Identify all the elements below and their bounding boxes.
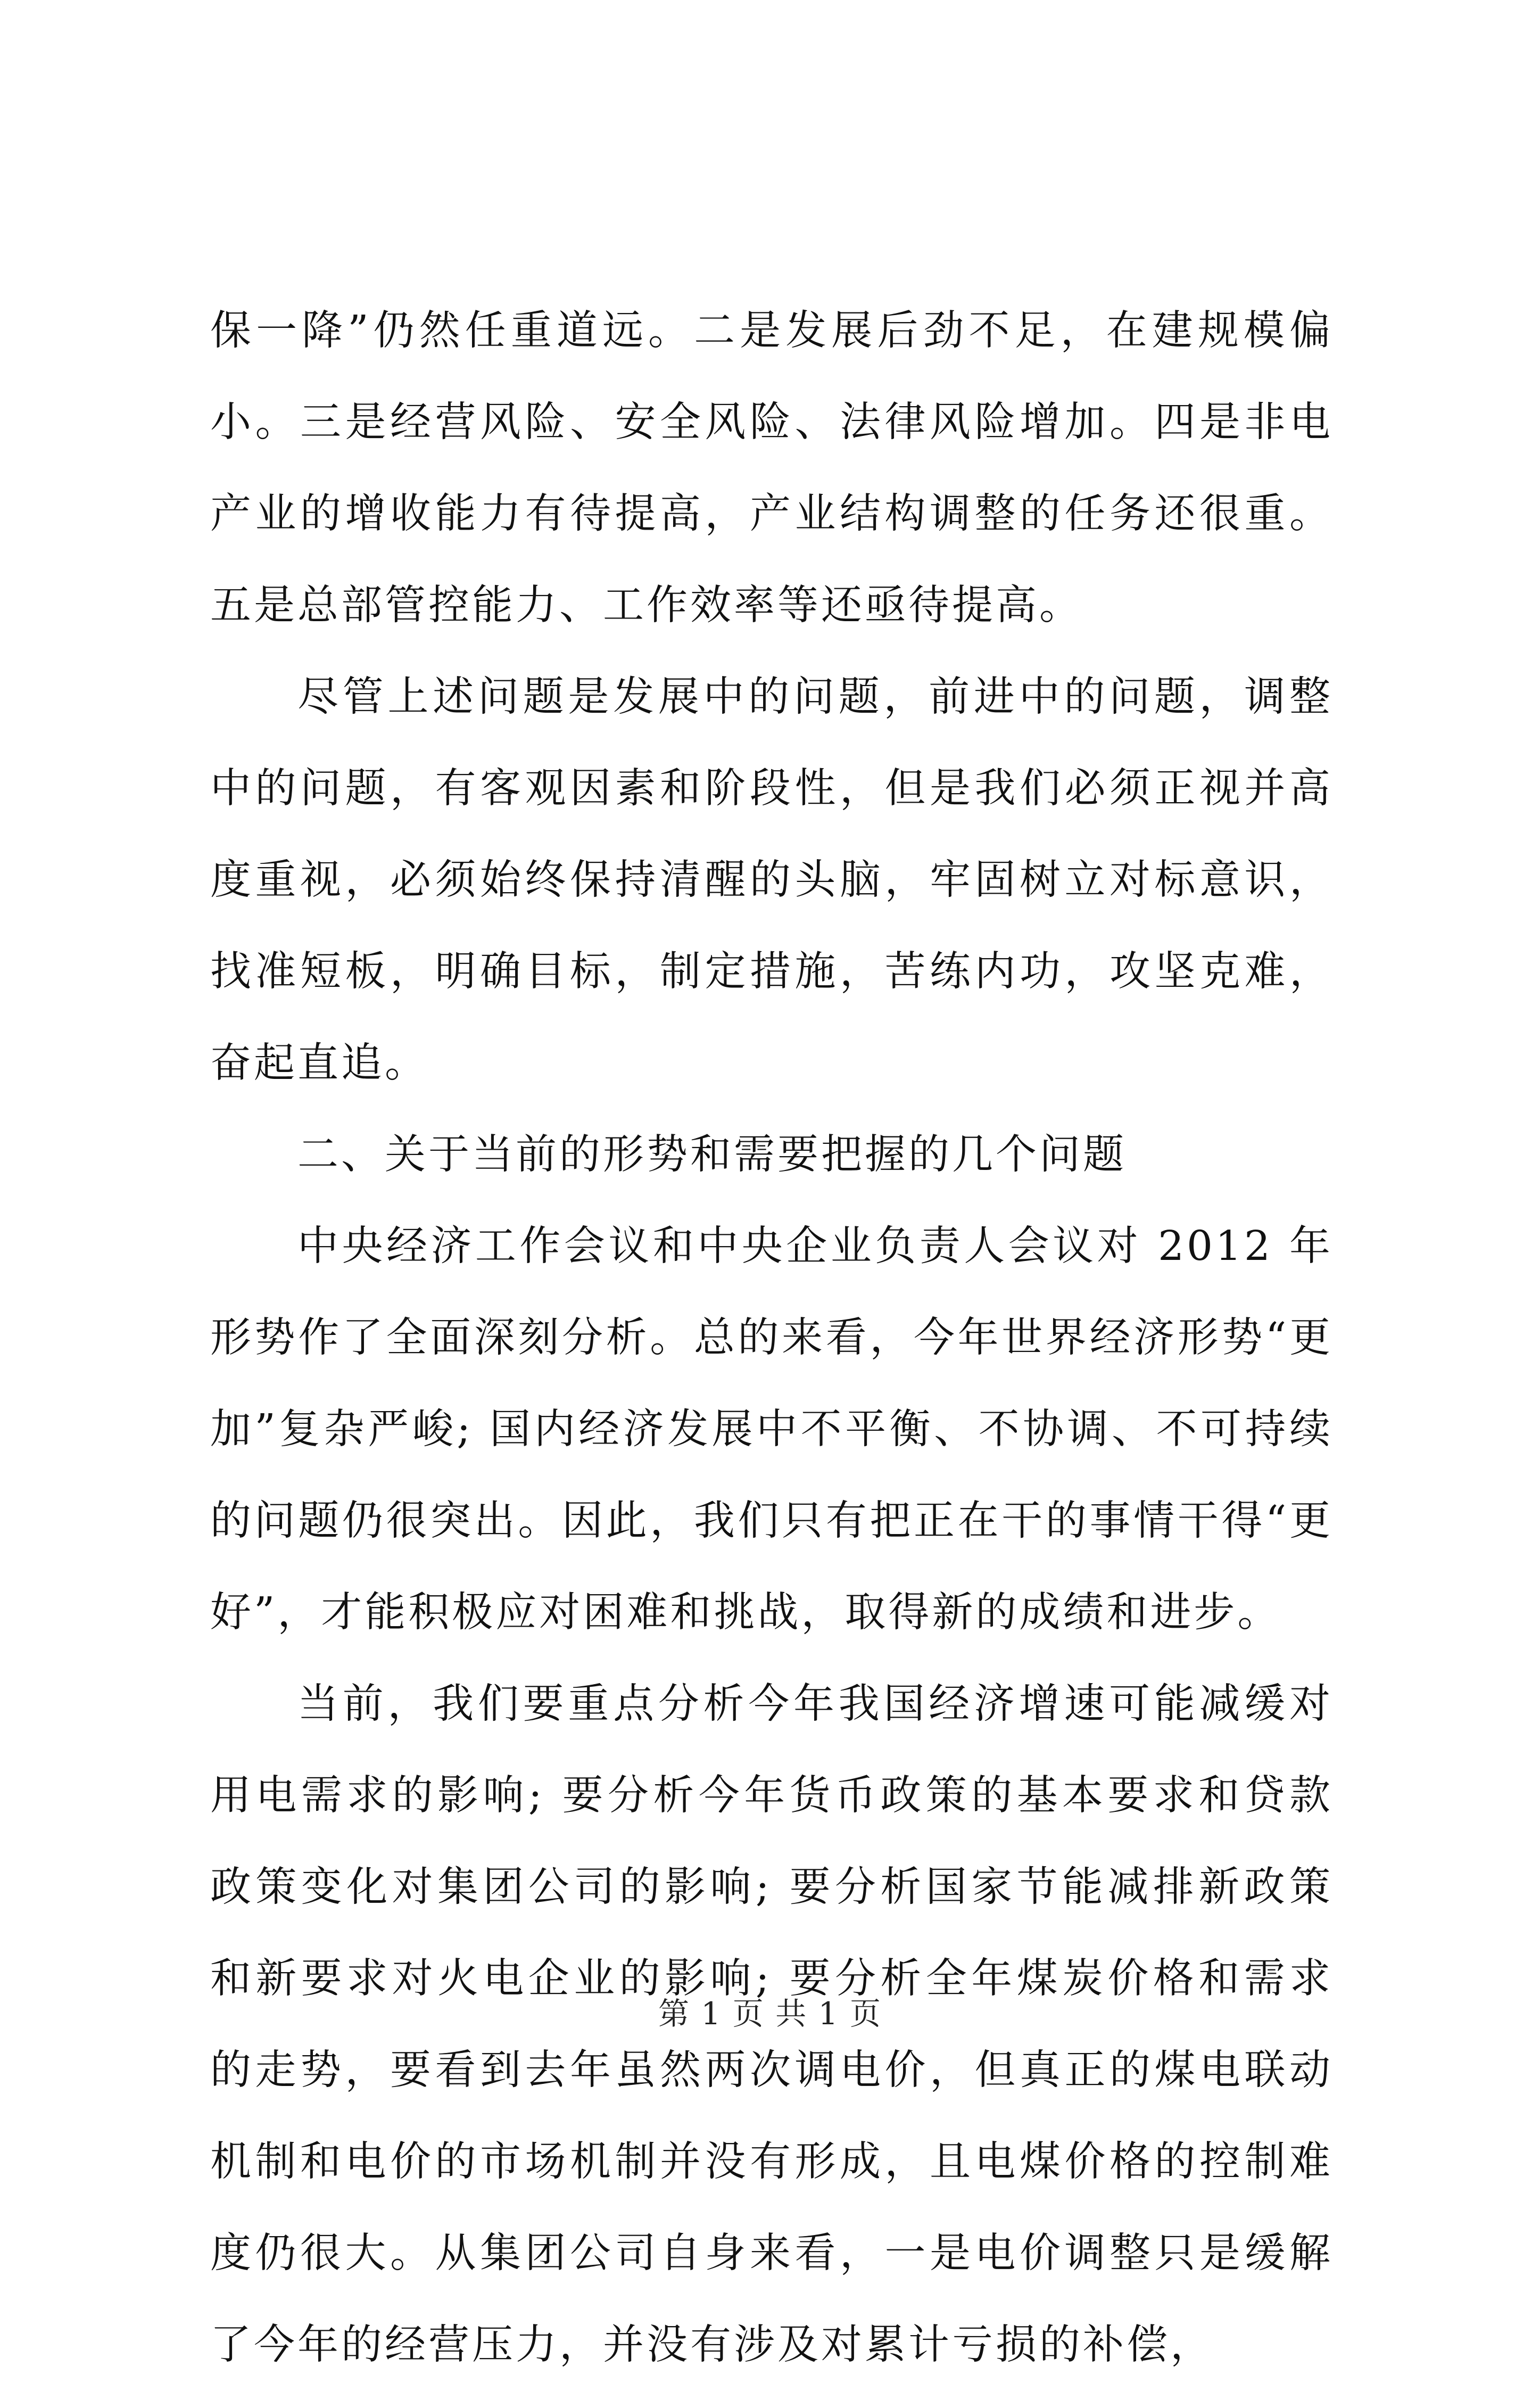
paragraph-problem-analysis: 尽管上述问题是发展中的问题，前进中的问题，调整中的问题，有客观因素和阶段性，但是我们必须正视并高度重视，必须始终保持清醒的头脑，牢固树立对标意识，找准短板，明确目标，制定措施，苦练内功，攻坚克难，奋起直追。 xyxy=(210,673,1333,1087)
section-heading-situation: 二、关于当前的形势和需要把握的几个问题 xyxy=(297,1131,1127,1178)
document-body xyxy=(210,285,1333,2391)
paragraph-economic-situation: 中央经济工作会议和中央企业负责人会议对 2012 年形势作了全面深刻分析。总的来看，今年世界经济形势“更加”复杂严峻; 国内经济发展中不平衡、不协调、不可持续的问题仍很突出。因此，我们只有把正在干的事情干得“更好”，才能积极应对困难和挑战，取得新的成绩和进步。 xyxy=(210,1223,1333,1636)
paragraph-issues-list: 保一降”仍然任重道远。二是发展后劲不足，在建规模偏小。三是经营风险、安全风险、法律风险增加。四是非电产业的增收能力有待提高，产业结构调整的任务还很重。五是总部管控能力、工作效率等还亟待提高。 xyxy=(210,307,1333,629)
page-footer: 第 1 页 共 1 页 xyxy=(658,1996,882,2032)
paragraph-current-analysis: 当前，我们要重点分析今年我国经济增速可能减缓对用电需求的影响; 要分析今年货币政策的基本要求和贷款政策变化对集团公司的影响; 要分析国家节能减排新政策和新要求对火电企业的影响; 要分析全年煤炭价格和需求的走势，要看到去年虽然两次调电价，但真正的煤电联动机制和电价的市场机制并没有形成，且电煤价格的控制难度仍很大。从集团公司自身来看，一是电价调整只是缓解了今年的经营压力，并没有涉及对累计亏损的补偿， xyxy=(210,1680,1333,2369)
